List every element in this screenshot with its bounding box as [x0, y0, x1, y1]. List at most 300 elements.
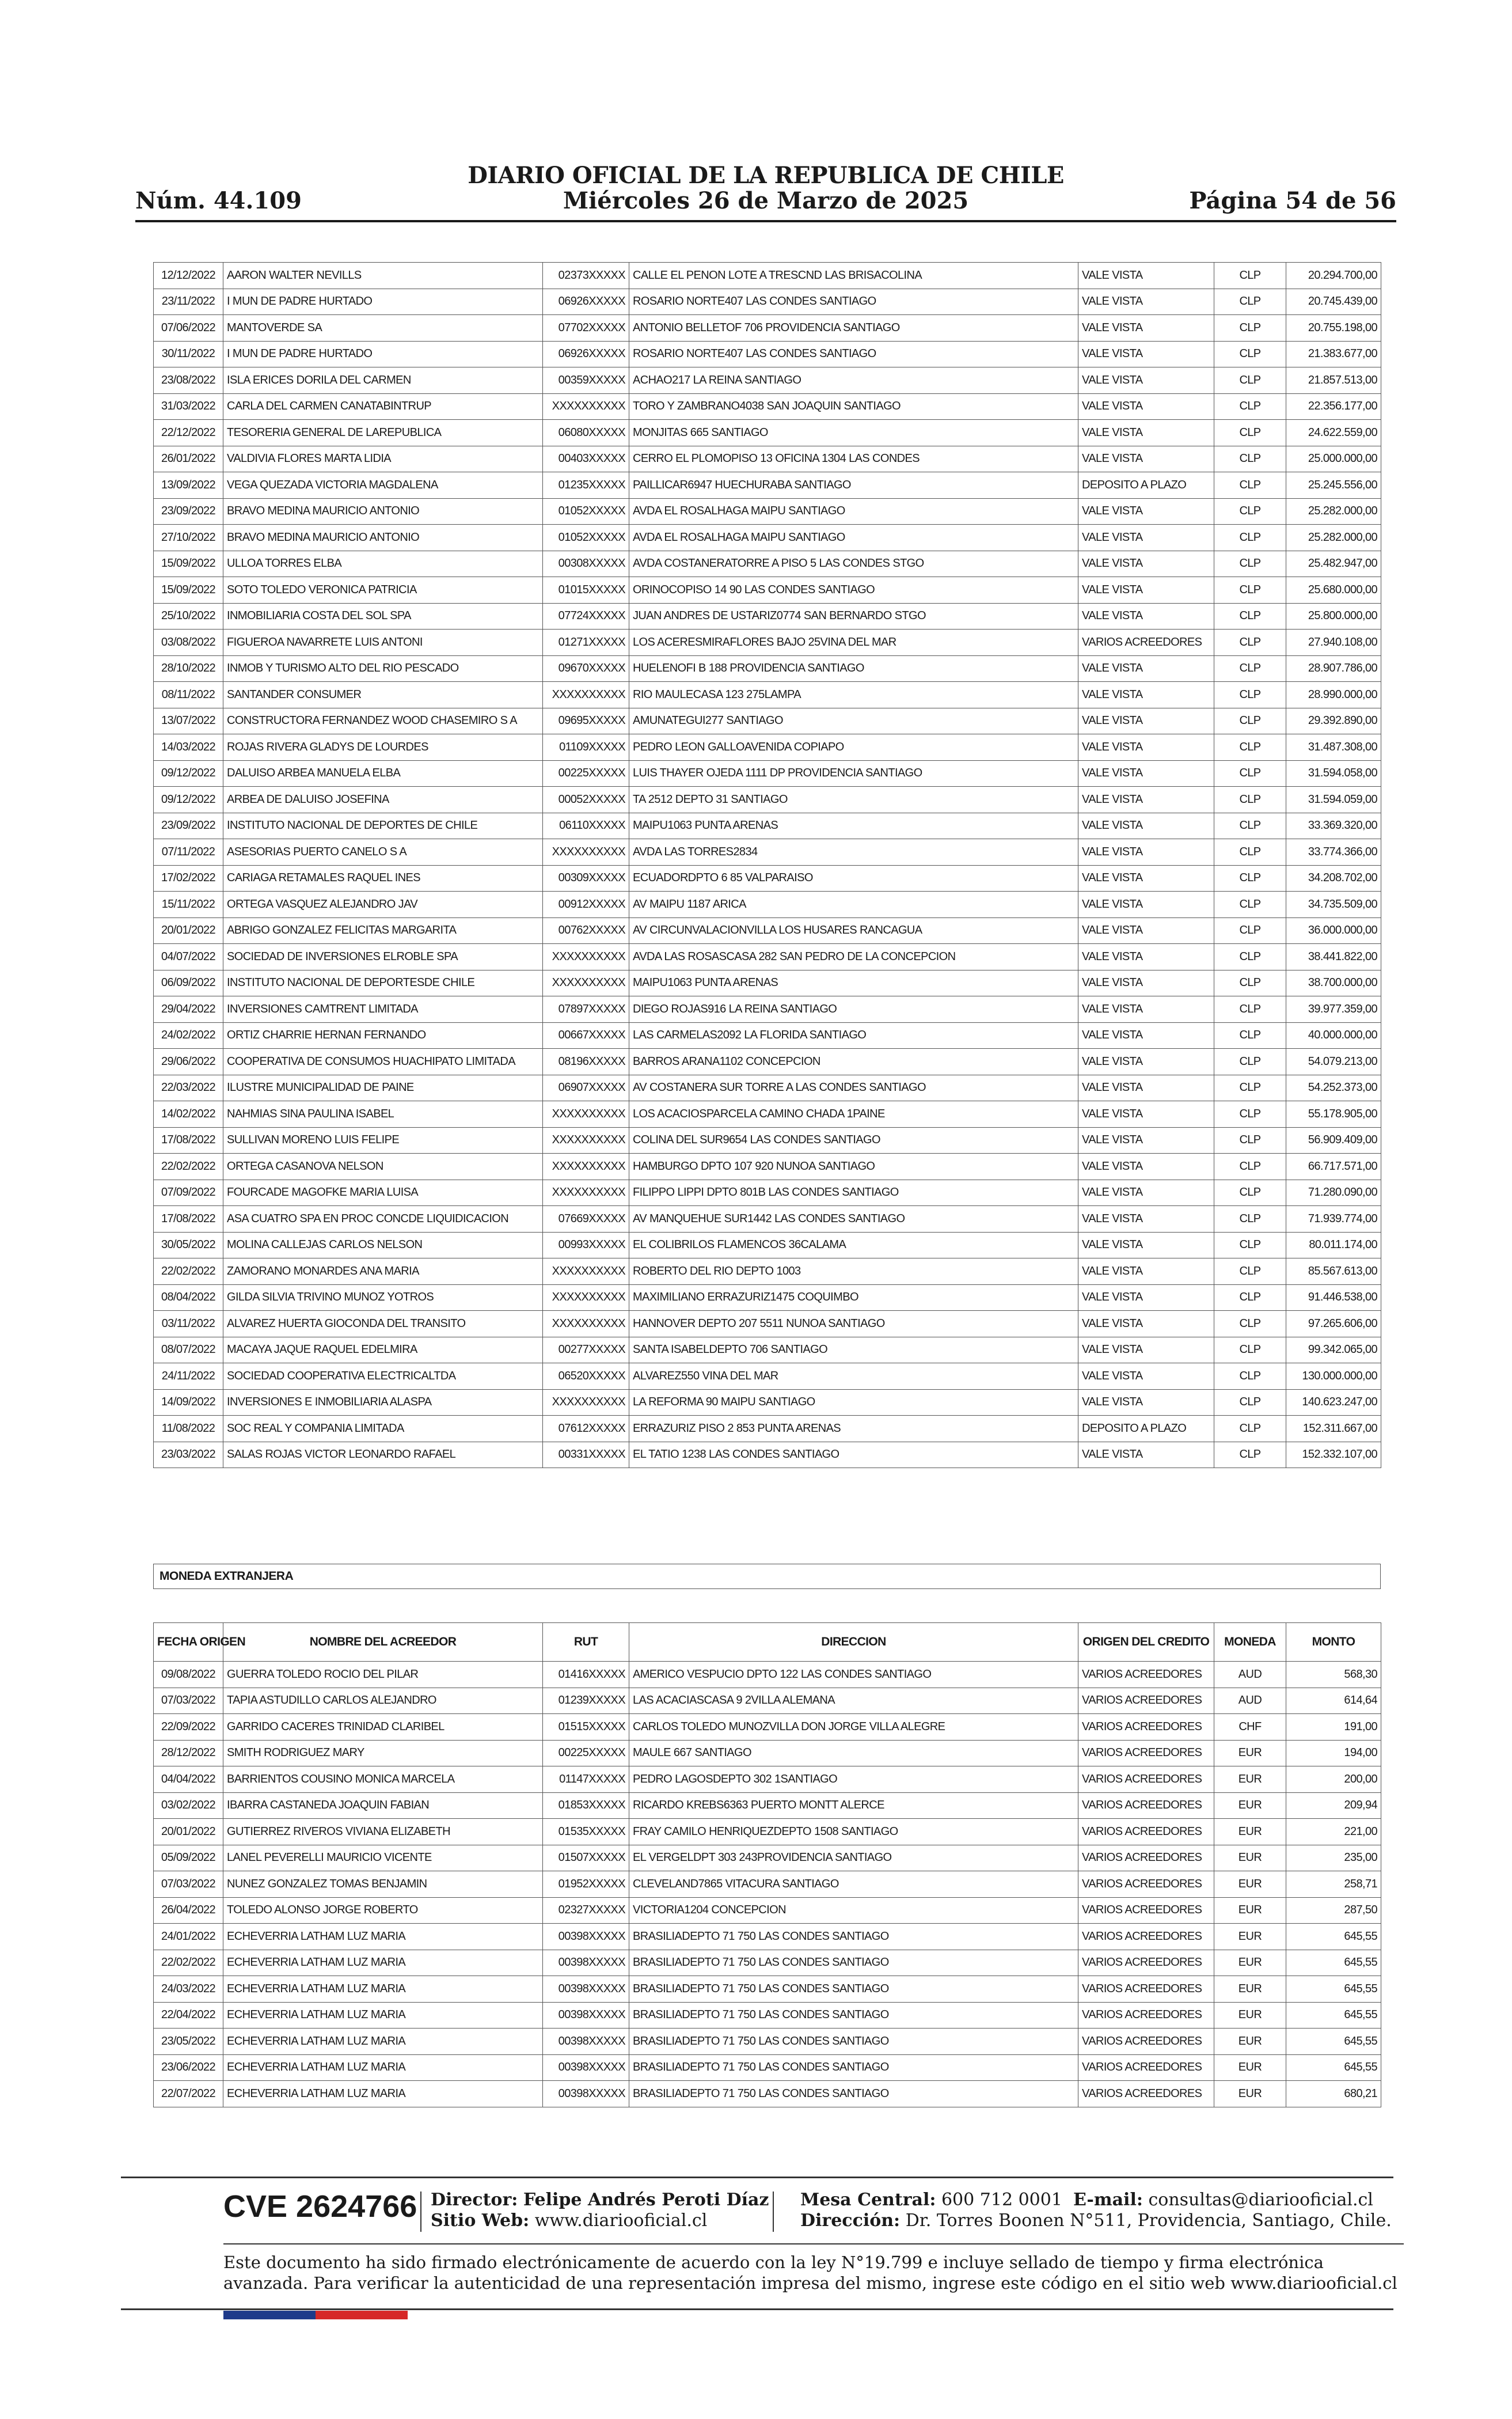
- cell-origen: VARIOS ACREEDORES: [1078, 1792, 1214, 1819]
- cell-direccion: TA 2512 DEPTO 31 SANTIAGO: [629, 787, 1078, 813]
- table-row: [154, 1976, 1381, 2003]
- cell-moneda: CLP: [1214, 865, 1286, 892]
- cell-moneda: CLP: [1214, 1311, 1286, 1337]
- cell-nombre: SOCIEDAD COOPERATIVA ELECTRICALTDA: [223, 1363, 543, 1390]
- table-row: [154, 1022, 1381, 1049]
- website-link[interactable]: www.diariooficial.cl: [534, 2211, 708, 2231]
- cell-monto: 645,55: [1286, 1950, 1381, 1976]
- legal-notice: Este documento ha sido firmado electrónicamente de acuerdo con la ley N°19.799 e incluye sellado de tiempo y firma electrónica avanzada. Para verificar la autenticidad de una representación impresa del mismo, ingrese este código en el sitio web www.diariooficial.cl: [223, 2253, 1397, 2293]
- col-header-rut: RUT: [543, 1623, 629, 1662]
- cell-fecha: 17/08/2022: [154, 1206, 223, 1233]
- cell-origen: VALE VISTA: [1078, 1258, 1214, 1285]
- cell-fecha: 31/03/2022: [154, 393, 223, 420]
- cell-fecha: 29/04/2022: [154, 996, 223, 1023]
- footer-divider-mid: [223, 2243, 1404, 2244]
- cell-monto: 40.000.000,00: [1286, 1022, 1381, 1049]
- cell-moneda: CLP: [1214, 682, 1286, 708]
- table-row: [154, 1819, 1381, 1845]
- cell-moneda: CLP: [1214, 1363, 1286, 1390]
- cell-origen: VALE VISTA: [1078, 655, 1214, 682]
- cell-rut: XXXXXXXXXX: [543, 1311, 629, 1337]
- cell-direccion: RICARDO KREBS6363 PUERTO MONTT ALERCE: [629, 1792, 1078, 1819]
- table-row: [154, 892, 1381, 918]
- cell-moneda: CLP: [1214, 787, 1286, 813]
- table-row: [154, 1337, 1381, 1363]
- table-row: [154, 420, 1381, 446]
- cell-nombre: I MUN DE PADRE HURTADO: [223, 341, 543, 367]
- cell-direccion: CERRO EL PLOMOPISO 13 OFICINA 1304 LAS CONDES: [629, 446, 1078, 472]
- cell-rut: 09695XXXXX: [543, 708, 629, 734]
- cell-monto: 20.755.198,00: [1286, 315, 1381, 342]
- cell-moneda: CLP: [1214, 1337, 1286, 1363]
- table-row: [154, 341, 1381, 367]
- cell-direccion: SANTA ISABELDEPTO 706 SANTIAGO: [629, 1337, 1078, 1363]
- cell-origen: VALE VISTA: [1078, 525, 1214, 551]
- cell-origen: DEPOSITO A PLAZO: [1078, 472, 1214, 499]
- cell-nombre: SOC REAL Y COMPANIA LIMITADA: [223, 1416, 543, 1442]
- cell-moneda: CLP: [1214, 944, 1286, 970]
- cell-origen: VARIOS ACREEDORES: [1078, 1924, 1214, 1950]
- cell-origen: VALE VISTA: [1078, 813, 1214, 839]
- cell-monto: 140.623.247,00: [1286, 1389, 1381, 1416]
- director-name: Felipe Andrés Peroti Díaz: [523, 2190, 769, 2210]
- cell-monto: 33.774.366,00: [1286, 839, 1381, 866]
- creditors-table-foreign: [153, 1622, 1381, 2107]
- cell-moneda: CLP: [1214, 393, 1286, 420]
- cell-fecha: 23/09/2022: [154, 498, 223, 525]
- cell-nombre: BARRIENTOS COUSINO MONICA MARCELA: [223, 1766, 543, 1793]
- cell-rut: 00398XXXXX: [543, 2029, 629, 2055]
- cell-rut: XXXXXXXXXX: [543, 839, 629, 866]
- cell-rut: 00225XXXXX: [543, 760, 629, 787]
- cell-moneda: CLP: [1214, 1154, 1286, 1180]
- cell-monto: 29.392.890,00: [1286, 708, 1381, 734]
- cell-moneda: CLP: [1214, 472, 1286, 499]
- cell-rut: 00398XXXXX: [543, 2081, 629, 2107]
- cell-rut: 01271XXXXX: [543, 630, 629, 656]
- cell-nombre: ECHEVERRIA LATHAM LUZ MARIA: [223, 2054, 543, 2081]
- table-row: [154, 2002, 1381, 2029]
- cell-monto: 645,55: [1286, 2029, 1381, 2055]
- cell-rut: 00331XXXXX: [543, 1442, 629, 1468]
- section-foreign-currency: MONEDA EXTRANJERA: [153, 1564, 1381, 1589]
- cell-monto: 287,50: [1286, 1897, 1381, 1924]
- cell-nombre: ISLA ERICES DORILA DEL CARMEN: [223, 367, 543, 394]
- cell-moneda: CLP: [1214, 525, 1286, 551]
- cell-moneda: EUR: [1214, 1845, 1286, 1871]
- cell-nombre: INSTITUTO NACIONAL DE DEPORTESDE CHILE: [223, 970, 543, 996]
- cell-nombre: COOPERATIVA DE CONSUMOS HUACHIPATO LIMITADA: [223, 1049, 543, 1075]
- cell-rut: 02373XXXXX: [543, 263, 629, 289]
- table-row: [154, 577, 1381, 604]
- cell-direccion: AVDA EL ROSALHAGA MAIPU SANTIAGO: [629, 525, 1078, 551]
- cell-origen: VALE VISTA: [1078, 734, 1214, 761]
- cell-nombre: VALDIVIA FLORES MARTA LIDIA: [223, 446, 543, 472]
- cell-monto: 38.700.000,00: [1286, 970, 1381, 996]
- cell-direccion: AV MAIPU 1187 ARICA: [629, 892, 1078, 918]
- cell-origen: VARIOS ACREEDORES: [1078, 630, 1214, 656]
- cell-moneda: CLP: [1214, 708, 1286, 734]
- table-row: [154, 760, 1381, 787]
- cell-origen: VALE VISTA: [1078, 1363, 1214, 1390]
- website-label: Sitio Web:: [431, 2211, 530, 2231]
- cell-rut: 00912XXXXX: [543, 892, 629, 918]
- cell-monto: 680,21: [1286, 2081, 1381, 2107]
- cell-fecha: 26/04/2022: [154, 1897, 223, 1924]
- cell-monto: 99.342.065,00: [1286, 1337, 1381, 1363]
- table-row: [154, 1688, 1381, 1714]
- cell-moneda: CLP: [1214, 1049, 1286, 1075]
- cell-nombre: ILUSTRE MUNICIPALIDAD DE PAINE: [223, 1075, 543, 1101]
- cell-rut: 01052XXXXX: [543, 525, 629, 551]
- cell-fecha: 11/08/2022: [154, 1416, 223, 1442]
- cell-moneda: CLP: [1214, 1416, 1286, 1442]
- cell-origen: VARIOS ACREEDORES: [1078, 2029, 1214, 2055]
- cell-direccion: ERRAZURIZ PISO 2 853 PUNTA ARENAS: [629, 1416, 1078, 1442]
- cell-direccion: DIEGO ROJAS916 LA REINA SANTIAGO: [629, 996, 1078, 1023]
- cell-fecha: 13/07/2022: [154, 708, 223, 734]
- table-row: [154, 865, 1381, 892]
- cell-direccion: MAIPU1063 PUNTA ARENAS: [629, 970, 1078, 996]
- cell-rut: XXXXXXXXXX: [543, 682, 629, 708]
- cell-monto: 33.369.320,00: [1286, 813, 1381, 839]
- cell-fecha: 22/03/2022: [154, 1075, 223, 1101]
- mesa-label: Mesa Central:: [800, 2190, 936, 2210]
- cell-nombre: SULLIVAN MORENO LUIS FELIPE: [223, 1127, 543, 1154]
- table-row: [154, 1180, 1381, 1206]
- cell-fecha: 04/07/2022: [154, 944, 223, 970]
- cell-fecha: 22/07/2022: [154, 2081, 223, 2107]
- cell-origen: VARIOS ACREEDORES: [1078, 2002, 1214, 2029]
- table-row: [154, 787, 1381, 813]
- cell-nombre: MACAYA JAQUE RAQUEL EDELMIRA: [223, 1337, 543, 1363]
- cell-direccion: AV CIRCUNVALACIONVILLA LOS HUSARES RANCAGUA: [629, 917, 1078, 944]
- cell-monto: 31.487.308,00: [1286, 734, 1381, 761]
- cell-fecha: 30/11/2022: [154, 341, 223, 367]
- cell-moneda: EUR: [1214, 1871, 1286, 1898]
- cell-monto: 91.446.538,00: [1286, 1284, 1381, 1311]
- cell-rut: 06907XXXXX: [543, 1075, 629, 1101]
- cell-moneda: EUR: [1214, 1976, 1286, 2003]
- cell-monto: 25.000.000,00: [1286, 446, 1381, 472]
- page-number: Página 54 de 56: [1189, 187, 1396, 214]
- cell-nombre: TESORERIA GENERAL DE LAREPUBLICA: [223, 420, 543, 446]
- table-row: [154, 1766, 1381, 1793]
- cell-monto: 66.717.571,00: [1286, 1154, 1381, 1180]
- table-row: [154, 1363, 1381, 1390]
- cell-rut: 06520XXXXX: [543, 1363, 629, 1390]
- cell-monto: 20.294.700,00: [1286, 263, 1381, 289]
- cell-origen: VARIOS ACREEDORES: [1078, 1688, 1214, 1714]
- cell-monto: 85.567.613,00: [1286, 1258, 1381, 1285]
- cell-nombre: TOLEDO ALONSO JORGE ROBERTO: [223, 1897, 543, 1924]
- cell-nombre: ECHEVERRIA LATHAM LUZ MARIA: [223, 2081, 543, 2107]
- table-header-row: [154, 1623, 1381, 1662]
- cell-moneda: CLP: [1214, 263, 1286, 289]
- cell-monto: 25.680.000,00: [1286, 577, 1381, 604]
- cell-direccion: BRASILIADEPTO 71 750 LAS CONDES SANTIAGO: [629, 2029, 1078, 2055]
- cell-direccion: AMERICO VESPUCIO DPTO 122 LAS CONDES SANTIAGO: [629, 1662, 1078, 1688]
- cell-direccion: AVDA EL ROSALHAGA MAIPU SANTIAGO: [629, 498, 1078, 525]
- cell-origen: VARIOS ACREEDORES: [1078, 1662, 1214, 1688]
- cell-rut: 07897XXXXX: [543, 996, 629, 1023]
- cell-direccion: BRASILIADEPTO 71 750 LAS CONDES SANTIAGO: [629, 1976, 1078, 2003]
- cell-nombre: INVERSIONES CAMTRENT LIMITADA: [223, 996, 543, 1023]
- col-header-monto: MONTO: [1286, 1623, 1381, 1662]
- cell-direccion: FILIPPO LIPPI DPTO 801B LAS CONDES SANTIAGO: [629, 1180, 1078, 1206]
- table-row: [154, 1311, 1381, 1337]
- cell-moneda: CLP: [1214, 839, 1286, 866]
- footer-divider-bottom: [121, 2308, 1393, 2310]
- director-label: Director:: [431, 2190, 518, 2210]
- cell-nombre: AARON WALTER NEVILLS: [223, 263, 543, 289]
- cell-moneda: EUR: [1214, 2081, 1286, 2107]
- cell-moneda: CLP: [1214, 420, 1286, 446]
- cell-rut: XXXXXXXXXX: [543, 1154, 629, 1180]
- cell-monto: 27.940.108,00: [1286, 630, 1381, 656]
- cell-direccion: ANTONIO BELLETOF 706 PROVIDENCIA SANTIAGO: [629, 315, 1078, 342]
- cell-monto: 25.282.000,00: [1286, 525, 1381, 551]
- cell-origen: VARIOS ACREEDORES: [1078, 1950, 1214, 1976]
- cell-fecha: 15/09/2022: [154, 577, 223, 604]
- cell-origen: VALE VISTA: [1078, 1075, 1214, 1101]
- cell-fecha: 23/08/2022: [154, 367, 223, 394]
- table-row: [154, 1389, 1381, 1416]
- cell-rut: 00398XXXXX: [543, 2054, 629, 2081]
- header-divider: [135, 220, 1396, 222]
- cell-origen: VALE VISTA: [1078, 1101, 1214, 1128]
- cell-moneda: CLP: [1214, 341, 1286, 367]
- publication-title: DIARIO OFICIAL DE LA REPUBLICA DE CHILE: [468, 162, 1064, 189]
- table-row: [154, 944, 1381, 970]
- table-row: [154, 1792, 1381, 1819]
- cell-origen: VALE VISTA: [1078, 1127, 1214, 1154]
- cell-moneda: CLP: [1214, 1258, 1286, 1285]
- cell-moneda: EUR: [1214, 1766, 1286, 1793]
- cell-rut: 00403XXXXX: [543, 446, 629, 472]
- cell-monto: 152.311.667,00: [1286, 1416, 1381, 1442]
- cell-monto: 54.252.373,00: [1286, 1075, 1381, 1101]
- cell-fecha: 07/06/2022: [154, 315, 223, 342]
- cell-origen: VALE VISTA: [1078, 1337, 1214, 1363]
- col-header-fecha: FECHA ORIGEN: [154, 1623, 223, 1662]
- cell-monto: 645,55: [1286, 1976, 1381, 2003]
- table-row: [154, 734, 1381, 761]
- cell-nombre: NAHMIAS SINA PAULINA ISABEL: [223, 1101, 543, 1128]
- cell-monto: 25.282.000,00: [1286, 498, 1381, 525]
- cell-rut: 00993XXXXX: [543, 1232, 629, 1258]
- cell-fecha: 30/05/2022: [154, 1232, 223, 1258]
- cell-nombre: SANTANDER CONSUMER: [223, 682, 543, 708]
- cell-fecha: 07/11/2022: [154, 839, 223, 866]
- cell-direccion: RIO MAULECASA 123 275LAMPA: [629, 682, 1078, 708]
- cell-monto: 28.990.000,00: [1286, 682, 1381, 708]
- cell-direccion: LOS ACERESMIRAFLORES BAJO 25VINA DEL MAR: [629, 630, 1078, 656]
- cell-rut: XXXXXXXXXX: [543, 393, 629, 420]
- cell-rut: 01052XXXXX: [543, 498, 629, 525]
- cell-moneda: CLP: [1214, 577, 1286, 604]
- table-row: [154, 1232, 1381, 1258]
- table-row: [154, 393, 1381, 420]
- table-row: [154, 970, 1381, 996]
- cell-moneda: EUR: [1214, 2054, 1286, 2081]
- cell-fecha: 14/03/2022: [154, 734, 223, 761]
- cell-monto: 568,30: [1286, 1662, 1381, 1688]
- cell-origen: VALE VISTA: [1078, 892, 1214, 918]
- table-row: [154, 682, 1381, 708]
- cell-origen: VARIOS ACREEDORES: [1078, 1819, 1214, 1845]
- table-row: [154, 1127, 1381, 1154]
- cell-moneda: CLP: [1214, 996, 1286, 1023]
- cell-direccion: CARLOS TOLEDO MUNOZVILLA DON JORGE VILLA ALEGRE: [629, 1714, 1078, 1741]
- cell-rut: 01239XXXXX: [543, 1688, 629, 1714]
- cell-moneda: CLP: [1214, 892, 1286, 918]
- cell-direccion: ALVAREZ550 VINA DEL MAR: [629, 1363, 1078, 1390]
- cell-monto: 130.000.000,00: [1286, 1363, 1381, 1390]
- cell-moneda: EUR: [1214, 1950, 1286, 1976]
- cell-origen: VALE VISTA: [1078, 1180, 1214, 1206]
- cell-rut: 00359XXXXX: [543, 367, 629, 394]
- cell-direccion: MAULE 667 SANTIAGO: [629, 1740, 1078, 1766]
- table-row: [154, 996, 1381, 1023]
- cell-nombre: SOCIEDAD DE INVERSIONES ELROBLE SPA: [223, 944, 543, 970]
- cell-origen: VALE VISTA: [1078, 1154, 1214, 1180]
- cell-origen: VALE VISTA: [1078, 1206, 1214, 1233]
- cell-nombre: ROJAS RIVERA GLADYS DE LOURDES: [223, 734, 543, 761]
- table-row: [154, 1075, 1381, 1101]
- cell-fecha: 23/05/2022: [154, 2029, 223, 2055]
- cell-rut: XXXXXXXXXX: [543, 1258, 629, 1285]
- email-link[interactable]: consultas@diariooficial.cl: [1148, 2190, 1373, 2210]
- cell-direccion: JUAN ANDRES DE USTARIZ0774 SAN BERNARDO STGO: [629, 603, 1078, 630]
- cell-monto: 80.011.174,00: [1286, 1232, 1381, 1258]
- cell-monto: 56.909.409,00: [1286, 1127, 1381, 1154]
- cell-direccion: CLEVELAND7865 VITACURA SANTIAGO: [629, 1871, 1078, 1898]
- cell-rut: 01853XXXXX: [543, 1792, 629, 1819]
- cell-fecha: 22/04/2022: [154, 2002, 223, 2029]
- cell-fecha: 23/11/2022: [154, 289, 223, 315]
- cell-moneda: CLP: [1214, 630, 1286, 656]
- cell-direccion: MAXIMILIANO ERRAZURIZ1475 COQUIMBO: [629, 1284, 1078, 1311]
- cell-fecha: 24/03/2022: [154, 1976, 223, 2003]
- cell-direccion: LAS ACACIASCASA 9 2VILLA ALEMANA: [629, 1688, 1078, 1714]
- cell-origen: VARIOS ACREEDORES: [1078, 1976, 1214, 2003]
- cell-origen: VALE VISTA: [1078, 446, 1214, 472]
- cell-nombre: ASESORIAS PUERTO CANELO S A: [223, 839, 543, 866]
- cell-rut: 09670XXXXX: [543, 655, 629, 682]
- cell-moneda: CLP: [1214, 1206, 1286, 1233]
- cell-fecha: 08/07/2022: [154, 1337, 223, 1363]
- cell-rut: 01416XXXXX: [543, 1662, 629, 1688]
- table-row: [154, 655, 1381, 682]
- cell-direccion: ORINOCOPISO 14 90 LAS CONDES SANTIAGO: [629, 577, 1078, 604]
- cell-direccion: LAS CARMELAS2092 LA FLORIDA SANTIAGO: [629, 1022, 1078, 1049]
- cell-origen: VALE VISTA: [1078, 341, 1214, 367]
- cell-nombre: BRAVO MEDINA MAURICIO ANTONIO: [223, 525, 543, 551]
- cell-origen: VALE VISTA: [1078, 603, 1214, 630]
- cell-monto: 34.735.509,00: [1286, 892, 1381, 918]
- cell-origen: VARIOS ACREEDORES: [1078, 1714, 1214, 1741]
- cell-nombre: INSTITUTO NACIONAL DE DEPORTES DE CHILE: [223, 813, 543, 839]
- table-row: [154, 263, 1381, 289]
- cve-code: CVE 2624766: [223, 2189, 417, 2224]
- cell-monto: 25.800.000,00: [1286, 603, 1381, 630]
- cell-fecha: 04/04/2022: [154, 1766, 223, 1793]
- mesa-phone: 600 712 0001: [941, 2190, 1062, 2210]
- cell-direccion: BRASILIADEPTO 71 750 LAS CONDES SANTIAGO: [629, 2002, 1078, 2029]
- table-row: [154, 630, 1381, 656]
- cell-nombre: ARBEA DE DALUISO JOSEFINA: [223, 787, 543, 813]
- creditors-table-clp: [153, 262, 1381, 1468]
- cell-fecha: 26/01/2022: [154, 446, 223, 472]
- cell-direccion: AVDA LAS ROSASCASA 282 SAN PEDRO DE LA CONCEPCION: [629, 944, 1078, 970]
- cell-moneda: CLP: [1214, 289, 1286, 315]
- cell-direccion: PEDRO LEON GALLOAVENIDA COPIAPO: [629, 734, 1078, 761]
- cell-direccion: ROSARIO NORTE407 LAS CONDES SANTIAGO: [629, 341, 1078, 367]
- cell-origen: VARIOS ACREEDORES: [1078, 1845, 1214, 1871]
- cell-origen: VALE VISTA: [1078, 970, 1214, 996]
- cell-moneda: CLP: [1214, 498, 1286, 525]
- cell-fecha: 22/12/2022: [154, 420, 223, 446]
- cell-rut: XXXXXXXXXX: [543, 944, 629, 970]
- cell-direccion: AVDA COSTANERATORRE A PISO 5 LAS CONDES STGO: [629, 551, 1078, 577]
- cell-fecha: 20/01/2022: [154, 917, 223, 944]
- cell-fecha: 09/12/2022: [154, 760, 223, 787]
- cell-nombre: CARLA DEL CARMEN CANATABINTRUP: [223, 393, 543, 420]
- cell-rut: 01507XXXXX: [543, 1845, 629, 1871]
- cell-direccion: HAMBURGO DPTO 107 920 NUNOA SANTIAGO: [629, 1154, 1078, 1180]
- cell-origen: VALE VISTA: [1078, 682, 1214, 708]
- cell-fecha: 14/09/2022: [154, 1389, 223, 1416]
- cell-direccion: PAILLICAR6947 HUECHURABA SANTIAGO: [629, 472, 1078, 499]
- cell-moneda: EUR: [1214, 1819, 1286, 1845]
- cell-direccion: TORO Y ZAMBRANO4038 SAN JOAQUIN SANTIAGO: [629, 393, 1078, 420]
- cell-moneda: CLP: [1214, 1180, 1286, 1206]
- table-row: [154, 2029, 1381, 2055]
- footer-divider-top: [121, 2177, 1393, 2178]
- table-row: [154, 603, 1381, 630]
- cell-monto: 28.907.786,00: [1286, 655, 1381, 682]
- cell-direccion: BRASILIADEPTO 71 750 LAS CONDES SANTIAGO: [629, 1924, 1078, 1950]
- cell-fecha: 03/11/2022: [154, 1311, 223, 1337]
- footer-separator: [773, 2191, 774, 2232]
- cell-nombre: ORTEGA CASANOVA NELSON: [223, 1154, 543, 1180]
- cell-origen: VALE VISTA: [1078, 1022, 1214, 1049]
- cell-moneda: CLP: [1214, 970, 1286, 996]
- cell-origen: VALE VISTA: [1078, 420, 1214, 446]
- cell-nombre: ECHEVERRIA LATHAM LUZ MARIA: [223, 2029, 543, 2055]
- cell-direccion: AVDA LAS TORRES2834: [629, 839, 1078, 866]
- cell-nombre: ECHEVERRIA LATHAM LUZ MARIA: [223, 1950, 543, 1976]
- cell-origen: VALE VISTA: [1078, 760, 1214, 787]
- cell-fecha: 23/09/2022: [154, 813, 223, 839]
- cell-fecha: 03/08/2022: [154, 630, 223, 656]
- cell-rut: 01235XXXXX: [543, 472, 629, 499]
- table-row: [154, 708, 1381, 734]
- cell-moneda: CLP: [1214, 1075, 1286, 1101]
- cell-monto: 71.939.774,00: [1286, 1206, 1381, 1233]
- table-row: [154, 315, 1381, 342]
- cell-rut: 00667XXXXX: [543, 1022, 629, 1049]
- cell-monto: 21.383.677,00: [1286, 341, 1381, 367]
- cell-nombre: ECHEVERRIA LATHAM LUZ MARIA: [223, 2002, 543, 2029]
- cell-origen: VALE VISTA: [1078, 865, 1214, 892]
- table-row: [154, 1442, 1381, 1468]
- cell-rut: 01015XXXXX: [543, 577, 629, 604]
- cell-nombre: ZAMORANO MONARDES ANA MARIA: [223, 1258, 543, 1285]
- cell-monto: 645,55: [1286, 1924, 1381, 1950]
- cell-nombre: CONSTRUCTORA FERNANDEZ WOOD CHASEMIRO S A: [223, 708, 543, 734]
